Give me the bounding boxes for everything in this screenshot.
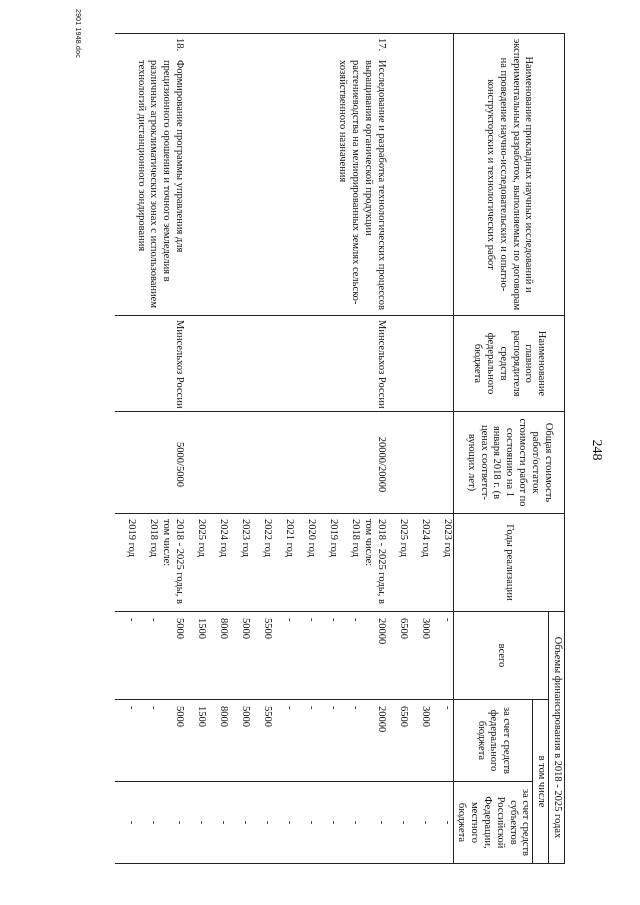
regional-cell: -	[317, 782, 339, 864]
table-row	[431, 34, 454, 864]
table-row	[387, 34, 409, 864]
item-number: 18.	[174, 38, 186, 52]
cost-cell-empty	[431, 412, 454, 514]
regional-cell: -	[207, 782, 229, 864]
summary-years: 2018 - 2025 годы, в том числе:	[361, 514, 387, 612]
item-cost: 20000/20000	[185, 412, 387, 514]
header-funding: Объемы финансирования в 2018 - 2025 годах	[549, 612, 565, 864]
summary-regional: -	[159, 782, 185, 864]
cost-cell-empty	[409, 412, 431, 514]
header-regional: за счет средств субъектов Российской Федерации, местного бюджета	[453, 782, 533, 864]
header-federal: за счет средств федерального бюджета	[453, 700, 533, 782]
regional-cell: -	[273, 782, 295, 864]
regional-cell: -	[387, 782, 409, 864]
page-number: 248	[589, 439, 604, 461]
summary-total: 5000	[159, 612, 185, 700]
item-name: Исследование и разработка технологических процессов выращивания органической продукции растениеводства на мелиорированных землях сельско-хозяйственного назначения	[337, 60, 387, 310]
year-cell: 2020 год	[295, 514, 317, 612]
name-cell-empty	[431, 34, 454, 316]
item-distributor: Минсельхоз России	[115, 316, 185, 412]
federal-cell: 3000	[409, 700, 431, 782]
summary-regional: -	[361, 782, 387, 864]
regional-cell: -	[339, 782, 361, 864]
header-including: в том числе	[533, 700, 549, 864]
federal-cell: -	[273, 700, 295, 782]
funding-table	[115, 33, 565, 864]
document-id: 2901 1948.doc	[74, 9, 81, 58]
header-name: Наименование прикладных научных исследований и экспериментальных разработок, выполняемых по договорам на проведение научно-исследовательских и опытно-конструкторских и технологических работ	[453, 34, 564, 316]
federal-cell: 8000	[207, 700, 229, 782]
regional-cell: -	[115, 782, 137, 864]
total-cell: -	[295, 612, 317, 700]
regional-cell: -	[409, 782, 431, 864]
federal-cell: -	[431, 700, 454, 782]
year-cell: 2019 год	[317, 514, 339, 612]
year-cell: 2023 год	[431, 514, 454, 612]
total-cell: -	[137, 612, 159, 700]
regional-cell: -	[431, 782, 454, 864]
federal-cell: -	[137, 700, 159, 782]
distributor-cell-empty	[409, 316, 431, 412]
table-row	[409, 34, 431, 864]
total-cell: -	[273, 612, 295, 700]
total-cell: 1500	[185, 612, 207, 700]
cost-cell-empty	[387, 412, 409, 514]
federal-cell: 5500	[251, 700, 273, 782]
year-cell: 2019 год	[115, 514, 137, 612]
total-cell: 6500	[387, 612, 409, 700]
total-cell: 5000	[229, 612, 251, 700]
header-total: всего	[453, 612, 549, 700]
federal-cell: 6500	[387, 700, 409, 782]
rotated-document-page	[35, 5, 605, 895]
distributor-cell-empty	[431, 316, 454, 412]
total-cell: -	[317, 612, 339, 700]
federal-cell: -	[115, 700, 137, 782]
item-distributor: Минсельхоз России	[185, 316, 387, 412]
total-cell: -	[431, 612, 454, 700]
federal-cell: 1500	[185, 700, 207, 782]
table-body	[115, 34, 453, 864]
table-row	[159, 34, 185, 864]
regional-cell: -	[185, 782, 207, 864]
table-row	[361, 34, 387, 864]
item-name: Формирование программы управления для прецизионного орошения и точного земледелия в различных агроклиматических зонах с использованием технологий дистанционного зондирования	[135, 60, 186, 308]
total-cell: 8000	[207, 612, 229, 700]
federal-cell: -	[339, 700, 361, 782]
year-cell: 2022 год	[251, 514, 273, 612]
year-cell: 2025 год	[185, 514, 207, 612]
year-cell: 2024 год	[409, 514, 431, 612]
header-distributor: Наименование главного распорядителя средств федерального бюджета	[453, 316, 564, 412]
summary-total: 20000	[361, 612, 387, 700]
item-number: 17.	[375, 38, 387, 52]
summary-federal: 20000	[361, 700, 387, 782]
total-cell: -	[339, 612, 361, 700]
header-cost: Общая стоимость работ/остаток стоимости работ по состоянию на 1 января 2018 г. (в ценах соответст-вующих лет)	[453, 412, 564, 514]
federal-cell: 5000	[229, 700, 251, 782]
total-cell: 3000	[409, 612, 431, 700]
total-cell: 5500	[251, 612, 273, 700]
name-cell-empty	[409, 34, 431, 316]
federal-cell: -	[317, 700, 339, 782]
name-cell-empty	[387, 34, 409, 316]
regional-cell: -	[295, 782, 317, 864]
item-name-cell	[115, 34, 185, 316]
year-cell: 2021 год	[273, 514, 295, 612]
distributor-cell-empty	[387, 316, 409, 412]
summary-federal: 5000	[159, 700, 185, 782]
year-cell: 2018 год	[339, 514, 361, 612]
total-cell: -	[115, 612, 137, 700]
summary-years: 2018 - 2025 годы, в том числе:	[159, 514, 185, 612]
federal-cell: -	[295, 700, 317, 782]
year-cell: 2025 год	[387, 514, 409, 612]
regional-cell: -	[137, 782, 159, 864]
year-cell: 2018 год	[137, 514, 159, 612]
header-years: Годы реализации	[453, 514, 564, 612]
regional-cell: -	[229, 782, 251, 864]
regional-cell: -	[251, 782, 273, 864]
year-cell: 2023 год	[229, 514, 251, 612]
year-cell: 2024 год	[207, 514, 229, 612]
item-cost: 5000/5000	[115, 412, 185, 514]
item-name-cell	[185, 34, 387, 316]
